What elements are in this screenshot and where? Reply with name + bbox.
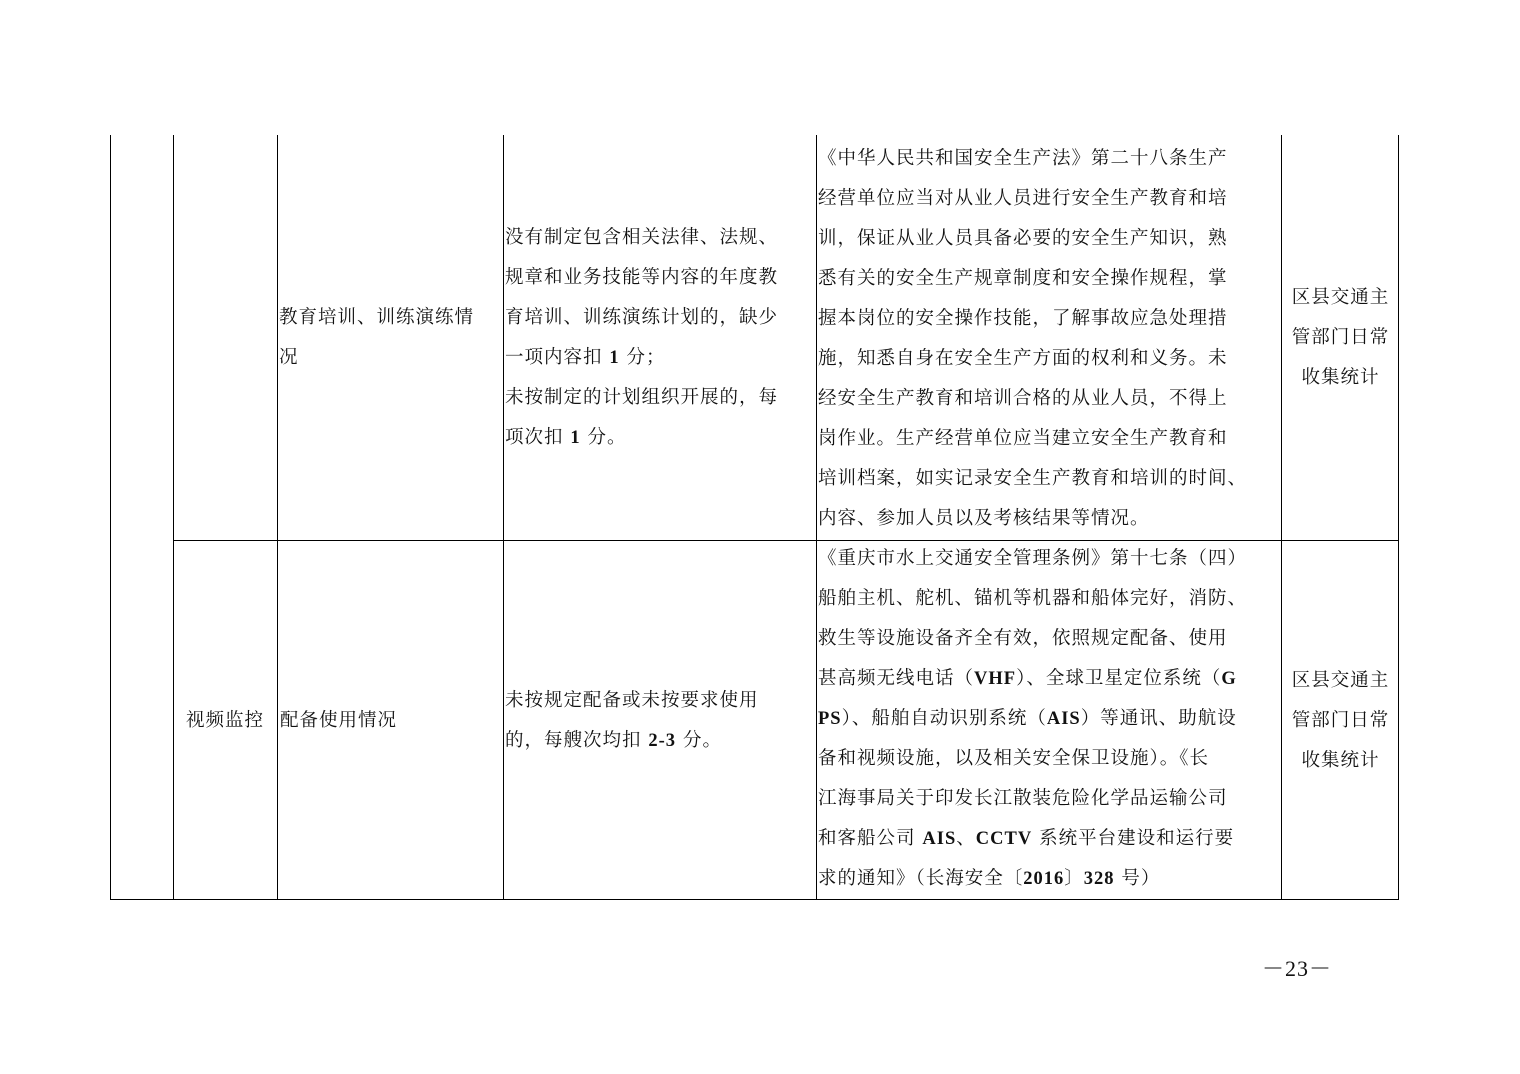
text-segment: 项次扣 [505,426,571,448]
row2-item: 配备使用情况 [280,709,398,731]
row2-basis-line [818,659,1281,699]
text-segment: ）等通讯、助航设 [1080,708,1237,729]
row1-item-line: 况 [279,346,299,368]
row1-scoring-line: 没有制定包含相关法律、法规、 [505,226,779,248]
row1-basis-line: 岗作业。生产经营单位应当建立安全生产教育和 [818,428,1228,449]
row1-source-cell [1282,135,1399,540]
bold-number: 328 [1083,869,1115,889]
row2-category-cell [173,541,277,900]
text-segment: 分。 [676,729,722,751]
row1-scoring-line [505,418,778,458]
row2-scoring-cell [504,541,816,900]
bold-number: AIS [1046,709,1081,729]
row2-basis [818,539,1281,899]
bold-number: PS [818,709,842,729]
row1-item-cell [278,135,503,540]
bold-number: CCTV [975,829,1033,849]
row1-basis-line: 握本岗位的安全操作技能，了解事故应急处理措 [818,308,1228,329]
bold-number: 2-3 [648,730,677,751]
row1-basis-line: 施，知悉自身在安全生产方面的权利和义务。未 [818,348,1228,369]
row2-basis-line [818,699,1281,739]
text-segment: 甚高频无线电话（ [818,668,975,689]
text-segment: ）、船舶自动识别系统（ [841,708,1047,729]
text-segment: ）、全球卫星定位系统（ [1016,668,1222,689]
row1-source [1292,278,1390,398]
row2-basis-cell [817,539,1281,899]
text-segment: 号） [1114,868,1161,889]
assessment-table [110,135,1399,900]
row1-basis-line: 悉有关的安全生产规章制度和安全操作规程，掌 [818,268,1228,289]
row1-basis-line: 经安全生产教育和培训合格的从业人员，不得上 [818,388,1228,409]
text-segment: 求的通知》（长海安全〔 [818,868,1024,889]
row1-scoring-line: 规章和业务技能等内容的年度教 [505,266,779,288]
page-number: －23－ [1262,956,1333,981]
row2-basis-line: 《重庆市水上交通安全管理条例》第十七条（四） [818,548,1248,569]
row2-item-cell [278,541,503,900]
text-segment: 和客船公司 [818,828,923,849]
text-segment: 、 [956,828,976,849]
row1-scoring-line: 未按制定的计划组织开展的，每 [505,386,779,408]
row1-category-cell [173,135,277,540]
row1-item [279,298,474,378]
row1-source-line: 收集统计 [1301,366,1380,388]
bold-number: AIS [922,829,957,849]
row2-scoring [505,681,759,761]
row1-basis-line: 培训档案，如实记录安全生产教育和培训的时间、 [818,468,1248,489]
row2-source-line: 管部门日常 [1291,709,1390,731]
row2-basis-line [818,819,1281,859]
row1-scoring-line: 育培训、训练演练计划的，缺少 [505,306,779,328]
text-segment: 分； [619,346,666,368]
row2-scoring-line [505,721,759,761]
row1-basis [818,139,1281,539]
text-segment: 的，每艘次均扣 [505,729,649,751]
bold-number: 2016 [1023,869,1065,889]
row2-source-line: 区县交通主 [1291,669,1390,691]
row2-basis-line: 救生等设施设备齐全有效，依照规定配备、使用 [818,628,1228,649]
row2-category: 视频监控 [185,709,264,731]
row2-basis-line: 江海事局关于印发长江散装危险化学品运输公司 [818,788,1228,809]
bold-number: 1 [570,427,581,448]
bold-number: G [1221,669,1237,689]
row2-basis-line: 船舶主机、舵机、锚机等机器和船体完好，消防、 [818,588,1248,609]
row2-basis-line [818,859,1281,899]
bold-number: VHF [974,669,1017,689]
row1-scoring [505,218,778,458]
row2-source [1292,661,1390,781]
row1-source-line: 管部门日常 [1291,326,1390,348]
row1-item-line: 教育培训、训练演练情 [279,306,475,328]
row1-scoring-line [505,338,778,378]
text-segment: 〕 [1064,868,1084,889]
text-segment: 系统平台建设和运行要 [1032,828,1235,849]
row1-basis-line: 内容、参加人员以及考核结果等情况。 [818,508,1150,529]
row2-basis-line: 备和视频设施，以及相关安全保卫设施）。《长 [818,748,1210,769]
bold-number: 1 [609,347,620,368]
row1-scoring-cell [504,135,816,540]
row1-source-line: 区县交通主 [1291,286,1390,308]
text-segment: 分。 [580,426,627,448]
text-segment: 一项内容扣 [505,346,610,368]
row1-basis-line: 训，保证从业人员具备必要的安全生产知识，熟 [818,228,1228,249]
row1-basis-line: 《中华人民共和国安全生产法》第二十八条生产 [818,148,1228,169]
row2-source-cell [1282,541,1399,900]
row1-basis-line: 经营单位应当对从业人员进行安全生产教育和培 [818,188,1228,209]
row2-source-line: 收集统计 [1301,749,1380,771]
row2-scoring-line: 未按规定配备或未按要求使用 [505,689,759,711]
row1-basis-cell [817,139,1281,539]
